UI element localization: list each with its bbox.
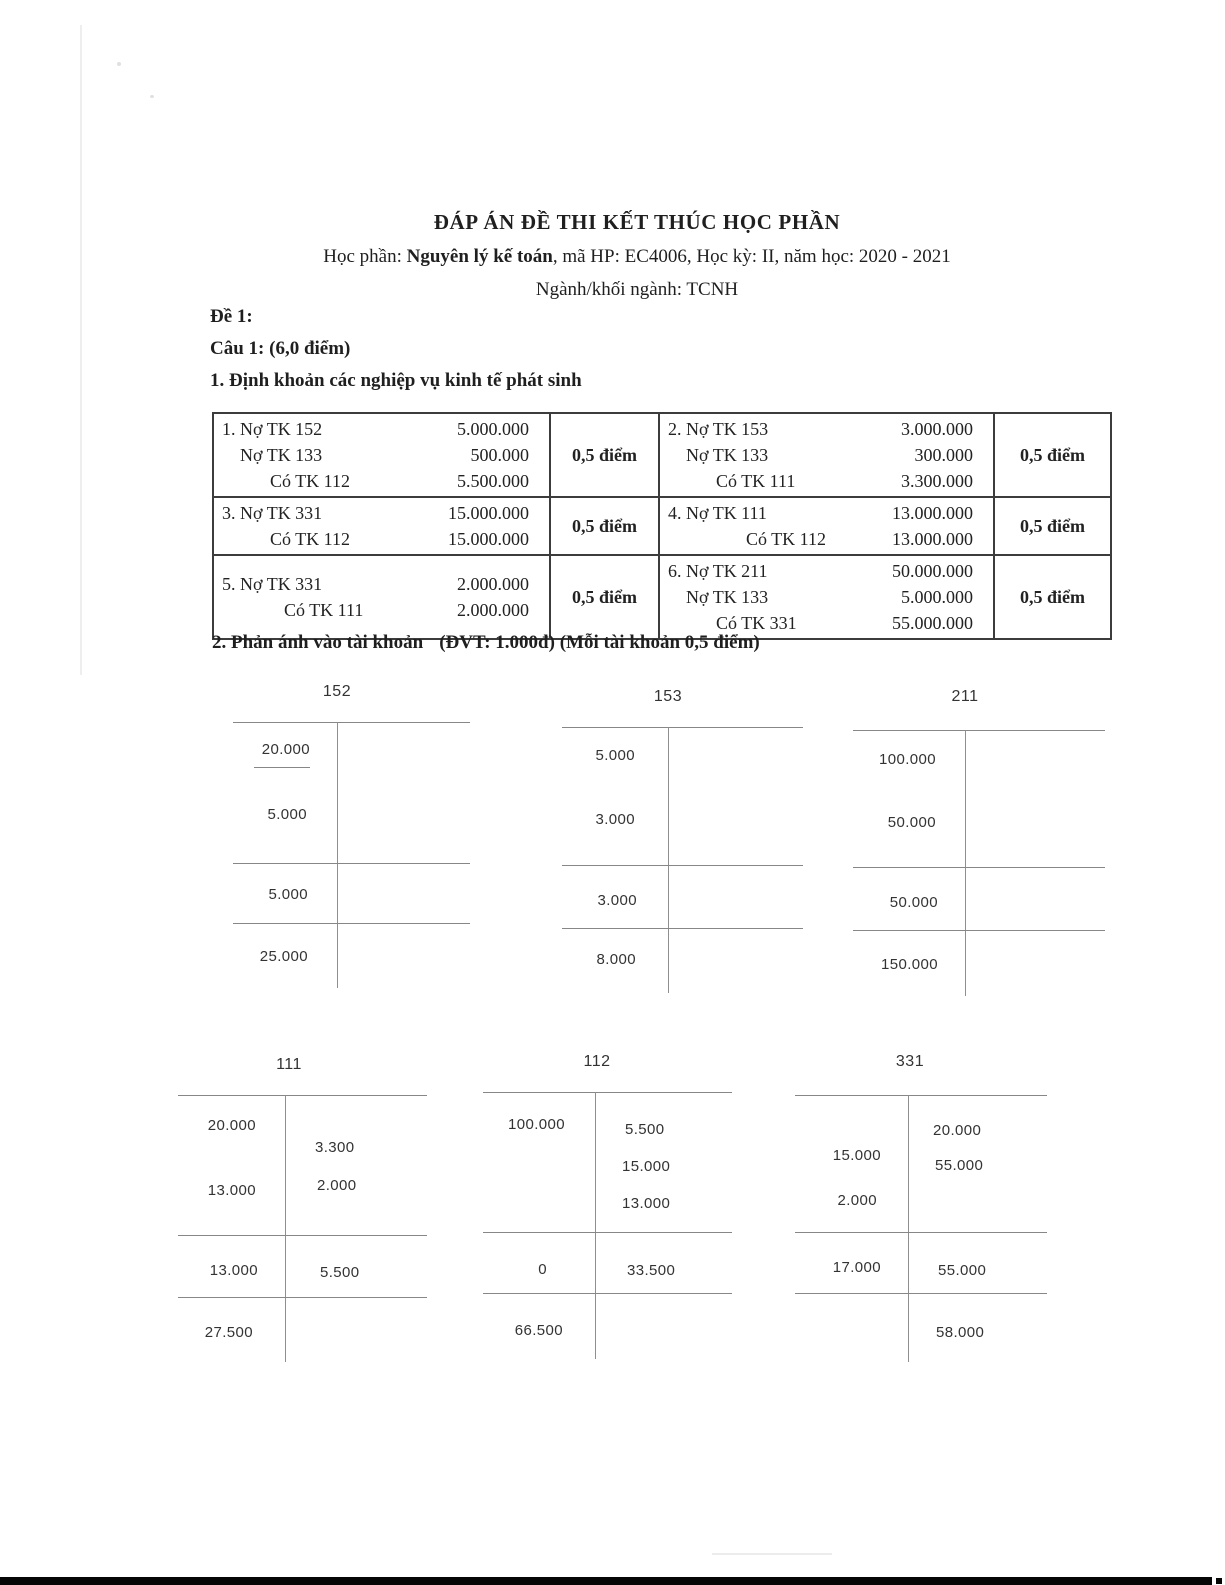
debit-total: 3.000: [597, 892, 637, 909]
t-account-total-line: [562, 865, 803, 866]
t-account-total-line: [483, 1232, 732, 1233]
major-line: Ngành/khối ngành: TCNH: [535, 279, 739, 300]
t-account-balance-line: [562, 928, 803, 929]
course-line-prefix: Học phần:: [323, 246, 407, 267]
opening-balance-underline: [254, 767, 310, 768]
score-cell-entry-2: 0,5 điểm: [994, 413, 1111, 497]
scan-smudge: [712, 1553, 832, 1555]
credit-opening-balance: 20.000: [933, 1122, 982, 1139]
entry-line-label: Có TK 112: [270, 529, 351, 549]
t-account-top-line: [233, 722, 470, 723]
entry-line-amount: 55.000.000: [892, 613, 973, 633]
entry-line-label: 2. Nợ TK 153: [668, 419, 769, 439]
score-cell-entry-3: 0,5 điểm: [550, 497, 659, 555]
entry-line-amount: 15.000.000: [448, 503, 529, 523]
entry-line-label: 4. Nợ TK 111: [668, 503, 767, 523]
t-account-top-line: [483, 1092, 732, 1093]
entry-line-label: Nợ TK 133: [686, 445, 769, 465]
journal-entry-5: [213, 555, 550, 639]
scan-bottom-bar: [0, 1577, 1212, 1585]
t-account-top-line: [853, 730, 1105, 731]
debit-ending-balance: 27.500: [204, 1324, 253, 1341]
section2-heading-text: 2. Phản ánh vào tài khoản: [212, 632, 424, 653]
credit-total: 5.500: [320, 1264, 360, 1281]
entry-line-amount: 50.000.000: [892, 561, 973, 581]
debit-entry: 3.000: [595, 811, 635, 828]
t-account-total-line: [853, 867, 1105, 868]
debit-entry: 15.000: [832, 1147, 881, 1164]
debit-ending-balance: 150.000: [880, 956, 938, 973]
debit-total: 0: [538, 1261, 547, 1278]
entry-line-amount: 2.000.000: [457, 574, 529, 594]
journal-entry-2: [659, 413, 994, 497]
journal-entry-6: [659, 555, 994, 639]
debit-opening-balance: 5.000: [595, 747, 635, 764]
debit-entry: 5.000: [267, 806, 307, 823]
debit-opening-balance: 100.000: [878, 751, 936, 768]
t-account-divider-line: [285, 1095, 286, 1362]
credit-total: 55.000: [938, 1262, 987, 1279]
t-account-code: 211: [951, 688, 979, 705]
entry-line-amount: 15.000.000: [448, 529, 529, 549]
t-account-divider-line: [908, 1095, 909, 1362]
entry-line-amount: 500.000: [470, 445, 529, 465]
entry-line-amount: 5.000.000: [901, 587, 973, 607]
t-account-code: 111: [276, 1056, 302, 1073]
debit-ending-balance: 8.000: [596, 951, 636, 968]
journal-entry-4: [659, 497, 994, 555]
entry-line-amount: 13.000.000: [892, 529, 973, 549]
credit-entry: 13.000: [622, 1195, 671, 1212]
entry-line-label: Nợ TK 133: [240, 445, 323, 465]
entry-line-label: 5. Nợ TK 331: [222, 574, 323, 594]
t-account-top-line: [562, 727, 803, 728]
journal-entries-table: [212, 412, 1112, 640]
question-label: Câu 1: (6,0 điểm): [210, 338, 351, 359]
course-line: [87, 246, 1187, 268]
course-name: Nguyên lý kế toán: [406, 246, 553, 267]
debit-total: 50.000: [889, 894, 938, 911]
t-account-code: 112: [583, 1053, 611, 1070]
debit-entry: 13.000: [207, 1182, 256, 1199]
debit-ending-balance: 66.500: [514, 1322, 563, 1339]
t-account-211: [848, 670, 1108, 1000]
credit-entry: 5.500: [625, 1121, 665, 1138]
credit-entry: 2.000: [317, 1177, 357, 1194]
debit-entry: 50.000: [887, 814, 936, 831]
scan-speck: [117, 62, 121, 66]
credit-ending-balance: 58.000: [936, 1324, 985, 1341]
debit-total: 17.000: [832, 1259, 881, 1276]
entry-line-label: 3. Nợ TK 331: [222, 503, 323, 523]
t-account-divider-line: [337, 722, 338, 988]
t-account-111: [175, 1045, 430, 1370]
entry-line-label: Có TK 112: [270, 471, 351, 491]
t-account-balance-line: [178, 1297, 427, 1298]
entry-line-amount: 5.500.000: [457, 471, 529, 491]
t-account-code: 153: [653, 688, 683, 705]
entry-line-amount: 3.000.000: [901, 419, 973, 439]
t-account-153: [558, 670, 808, 1000]
credit-entry: 3.300: [315, 1139, 355, 1156]
t-account-divider-line: [965, 730, 966, 996]
debit-entry: 2.000: [837, 1192, 877, 1209]
t-account-balance-line: [233, 923, 470, 924]
t-account-balance-line: [795, 1293, 1047, 1294]
entry-line-amount: 2.000.000: [457, 600, 529, 620]
t-account-balance-line: [853, 930, 1105, 931]
entry-line-amount: 3.300.000: [901, 471, 973, 491]
score-cell-entry-1: 0,5 điểm: [550, 413, 659, 497]
t-account-code: 152: [322, 683, 352, 700]
journal-entry-3: [213, 497, 550, 555]
t-account-total-line: [233, 863, 470, 864]
score-cell-entry-4: 0,5 điểm: [994, 497, 1111, 555]
debit-ending-balance: 25.000: [259, 948, 308, 965]
t-account-total-line: [178, 1235, 427, 1236]
debit-total: 5.000: [268, 886, 308, 903]
t-account-top-line: [795, 1095, 1047, 1096]
score-cell-entry-6: 0,5 điểm: [994, 555, 1111, 639]
t-account-331: [790, 1045, 1050, 1370]
debit-total: 13.000: [209, 1262, 258, 1279]
scan-bottom-bar-dot: [1216, 1578, 1222, 1584]
entry-line-amount: 5.000.000: [457, 419, 529, 439]
credit-total: 33.500: [627, 1262, 676, 1279]
entry-line-label: Có TK 112: [746, 529, 827, 549]
section2-heading: [212, 632, 760, 654]
entry-line-amount: 13.000.000: [892, 503, 973, 523]
t-account-total-line: [795, 1232, 1047, 1233]
score-cell-entry-5: 0,5 điểm: [550, 555, 659, 639]
entry-line-label: 6. Nợ TK 211: [668, 561, 768, 581]
entry-line-amount: 300.000: [914, 445, 973, 465]
debit-opening-balance: 20.000: [207, 1117, 256, 1134]
t-account-112: [480, 1045, 735, 1370]
credit-entry: 55.000: [935, 1157, 984, 1174]
t-account-balance-line: [483, 1293, 732, 1294]
entry-line-label: Có TK 111: [284, 600, 364, 620]
scan-crease-line: [80, 25, 82, 675]
entry-line-label: Có TK 111: [716, 471, 796, 491]
debit-opening-balance: 100.000: [507, 1116, 565, 1133]
entry-line-label: Có TK 331: [716, 613, 797, 633]
t-account-152: [230, 670, 475, 1000]
section1-heading: 1. Định khoản các nghiệp vụ kinh tế phát sinh: [210, 370, 582, 391]
scan-speck: [150, 95, 154, 98]
page-title: ĐÁP ÁN ĐỀ THI KẾT THÚC HỌC PHẦN: [433, 210, 841, 234]
entry-line-label: 1. Nợ TK 152: [222, 419, 323, 439]
journal-entry-1: [213, 413, 550, 497]
section2-heading-note: (ĐVT: 1.000đ) (Mỗi tài khoản 0,5 điểm): [439, 632, 760, 653]
course-line-rest: , mã HP: EC4006, Học kỳ: II, năm học: 2020 - 2021: [552, 246, 951, 267]
exam-code-label: Đề 1:: [210, 306, 253, 327]
entry-line-label: Nợ TK 133: [686, 587, 769, 607]
t-account-code: 331: [895, 1053, 925, 1070]
t-account-divider-line: [668, 727, 669, 993]
t-account-top-line: [178, 1095, 427, 1096]
debit-opening-balance: 20.000: [261, 741, 310, 758]
credit-entry: 15.000: [622, 1158, 671, 1175]
t-account-divider-line: [595, 1092, 596, 1359]
